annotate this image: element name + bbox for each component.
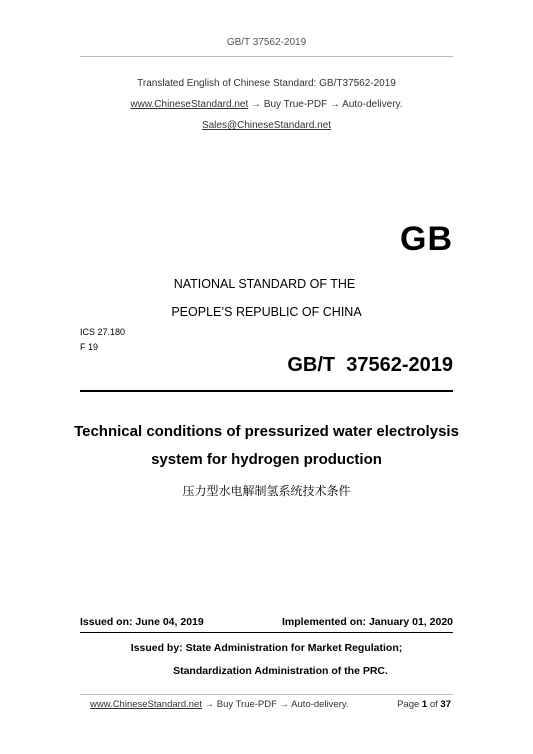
of-label: of bbox=[429, 699, 438, 710]
issued-date: Issued on: June 04, 2019 bbox=[80, 616, 204, 628]
footer-purchase-text: → Buy True-PDF → Auto-delivery. bbox=[201, 699, 349, 710]
dates-divider bbox=[80, 632, 453, 633]
footer-divider bbox=[80, 694, 453, 695]
title-line2: system for hydrogen production bbox=[151, 451, 382, 468]
issued-by-line2: Standardization Administration of the PRC. bbox=[173, 665, 388, 677]
national-standard-line2: PEOPLE’S REPUBLIC OF CHINA bbox=[171, 305, 362, 319]
footer-site-link[interactable]: www.ChineseStandard.net bbox=[90, 699, 202, 710]
purchase-line bbox=[0, 99, 533, 110]
national-standard-line1: NATIONAL STANDARD OF THE bbox=[173, 277, 356, 291]
total-pages: 37 bbox=[440, 699, 451, 710]
ics-code: ICS 27.180 bbox=[80, 327, 126, 337]
footer-purchase bbox=[90, 699, 349, 710]
standard-number: GB/T 37562-2019 bbox=[287, 354, 453, 376]
implemented-date: Implemented on: January 01, 2020 bbox=[282, 616, 453, 628]
title-divider bbox=[80, 390, 453, 392]
page-label: Page bbox=[397, 699, 420, 710]
email-line bbox=[0, 120, 533, 131]
email-link[interactable]: Sales@ChineseStandard.net bbox=[201, 120, 332, 131]
f-code: F 19 bbox=[80, 342, 99, 352]
site-link[interactable]: www.ChineseStandard.net bbox=[130, 99, 249, 110]
purchase-text: → Buy True-PDF → Auto-delivery. bbox=[248, 99, 403, 110]
translation-notice: Translated English of Chinese Standard: GB/T37562-2019 bbox=[137, 78, 396, 89]
gb-logo: GB bbox=[400, 220, 453, 258]
page-number: 1 bbox=[421, 699, 428, 710]
title-chinese: 压力型水电解制氢系统技术条件 bbox=[182, 484, 351, 498]
page-indicator bbox=[397, 699, 451, 710]
title-line1: Technical conditions of pressurized water electrolysis bbox=[74, 423, 459, 440]
header-divider bbox=[80, 56, 453, 57]
issued-by-line1: Issued by: State Administration for Market Regulation; bbox=[130, 642, 403, 654]
running-header: GB/T 37562-2019 bbox=[226, 37, 307, 48]
